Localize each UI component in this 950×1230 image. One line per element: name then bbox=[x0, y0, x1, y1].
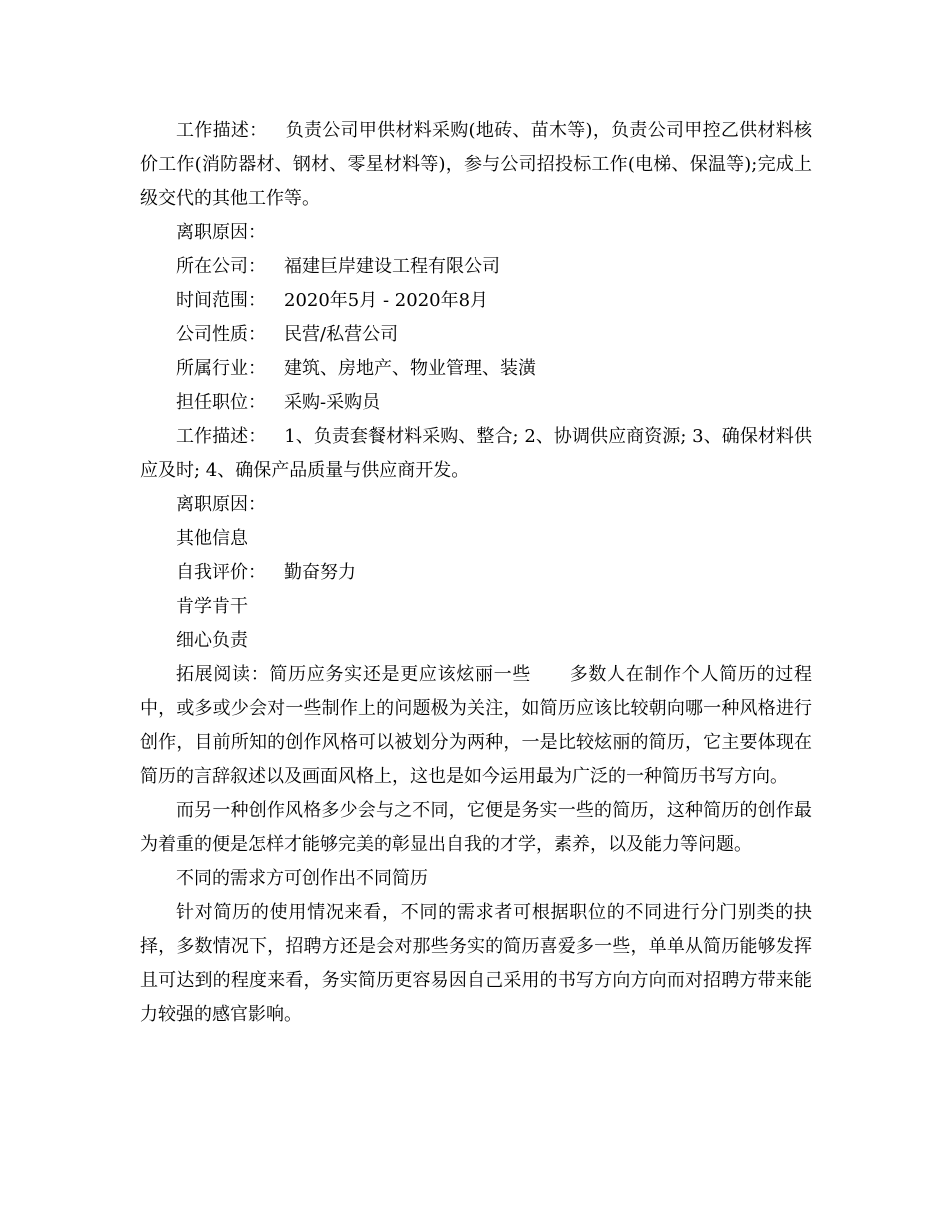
position-line bbox=[140, 386, 812, 420]
industry-label: 所属行业： bbox=[176, 358, 266, 379]
work-description-text-2: 1、负责套餐材料采购、整合; 2、协调供应商资源; 3、确保材料供应及时; 4、确保产品质量与供应商开发。 bbox=[140, 426, 812, 481]
company-label: 所在公司： bbox=[176, 256, 266, 277]
period-value: 2020年5月 - 2020年8月 bbox=[284, 290, 489, 311]
self-evaluation-label: 自我评价： bbox=[176, 562, 266, 583]
nature-value: 民营/私营公司 bbox=[284, 324, 399, 345]
nature-label: 公司性质： bbox=[176, 324, 266, 345]
work-description-paragraph-2 bbox=[140, 420, 812, 488]
work-description-text: 负责公司甲供材料采购(地砖、苗木等)，负责公司甲控乙供材料核价工作(消防器材、钢材、零星材料等)，参与公司招投标工作(电梯、保温等);完成上级交代的其他工作等。 bbox=[140, 120, 812, 209]
extended-reading-paragraph bbox=[140, 658, 812, 794]
section-subheading: 不同的需求方可创作出不同简历 bbox=[176, 868, 428, 889]
self-evaluation-value: 勤奋努力 bbox=[284, 562, 356, 583]
another-style-paragraph: 而另一种创作风格多少会与之不同，它便是务实一些的简历，这种简历的创作最为着重的便是怎样才能够完美的彰显出自我的才学，素养，以及能力等问题。 bbox=[140, 800, 812, 855]
period-label: 时间范围： bbox=[176, 290, 266, 311]
nature-line bbox=[140, 318, 812, 352]
extended-reading-label: 拓展阅读：简历应务实还是更应该炫丽一些 bbox=[176, 664, 532, 685]
other-info-heading: 其他信息 bbox=[176, 528, 248, 549]
trait-line-2: 细心负责 bbox=[176, 630, 248, 651]
work-description-label: 工作描述： bbox=[176, 120, 268, 141]
usage-paragraph: 针对简历的使用情况来看，不同的需求者可根据职位的不同进行分门别类的抉择，多数情况下，招聘方还是会对那些务实的简历喜爱多一些，单单从简历能够发挥且可达到的程度来看，务实简历更容易因自己采用的书写方向方向而对招聘方带来能力较强的感官影响。 bbox=[140, 902, 812, 1025]
leave-reason-line bbox=[140, 216, 812, 250]
work-description-label-2: 工作描述： bbox=[176, 426, 267, 447]
trait-line-1: 肯学肯干 bbox=[176, 596, 248, 617]
company-line bbox=[140, 250, 812, 284]
document-body bbox=[140, 114, 812, 1032]
extended-reading-text: 多数人在制作个人简历的过程中，或多或少会对一些制作上的问题极为关注，如简历应该比较朝向哪一种风格进行创作，目前所知的创作风格可以被划分为两种，一是比较炫丽的简历，它主要体现在简历的言辞叙述以及画面风格上，这也是如今运用最为广泛的一种简历书写方向。 bbox=[140, 664, 812, 787]
leave-reason-label: 离职原因： bbox=[176, 222, 266, 243]
period-line bbox=[140, 284, 812, 318]
work-description-paragraph bbox=[140, 114, 812, 216]
leave-reason-label-2: 离职原因： bbox=[176, 494, 266, 515]
position-value: 采购-采购员 bbox=[284, 392, 381, 413]
position-label: 担任职位： bbox=[176, 392, 266, 413]
self-evaluation-line bbox=[140, 556, 812, 590]
industry-value: 建筑、房地产、物业管理、装潢 bbox=[284, 358, 536, 379]
company-value: 福建巨岸建设工程有限公司 bbox=[284, 256, 500, 277]
industry-line bbox=[140, 352, 812, 386]
leave-reason-line-2 bbox=[140, 488, 812, 522]
